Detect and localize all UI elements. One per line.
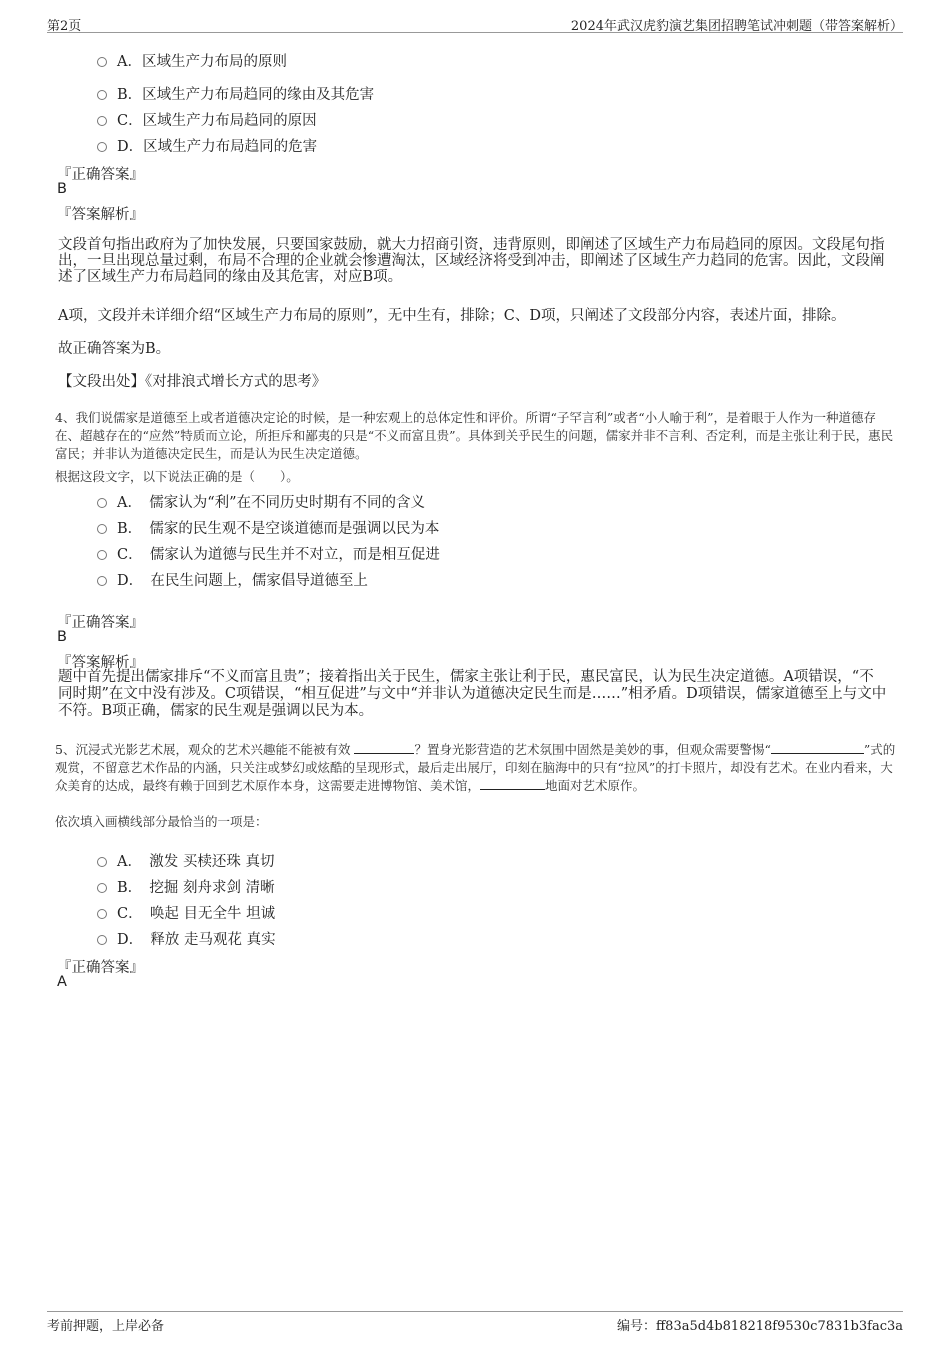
q4-answer-label: 『正确答案』 xyxy=(57,615,144,631)
radio-icon[interactable] xyxy=(97,576,107,586)
radio-icon[interactable] xyxy=(97,550,107,560)
q3-option-a[interactable]: A．区域生产力布局的原则 xyxy=(97,50,287,71)
page-header xyxy=(47,14,903,33)
radio-icon[interactable] xyxy=(97,57,107,67)
document-code: 编号：ff83a5d4b818218f9530c7831b3fac3a xyxy=(616,1319,903,1334)
q5-option-b[interactable]: B． 挖掘 刻舟求剑 清晰 xyxy=(97,876,275,897)
radio-icon[interactable] xyxy=(97,116,107,126)
q4-analysis: 题中首先提出儒家排斥“不义而富且贵”；接着指出关于民生，儒家主张让利于民，惠民富民，认为民生决定道德。A项错误，“不同时期”在文中没有涉及。C项错误，“相互促进”与文中“并非认为道德决定民生而是……”相矛盾。D项错误，儒家道德至上与文中不符。B项正确，儒家的民生观是强调以民为本。 xyxy=(58,669,887,719)
q5-option-a[interactable]: A． 激发 买椟还珠 真切 xyxy=(97,850,274,871)
q3-analysis-paragraph-3: 故正确答案为B。 xyxy=(58,341,171,357)
radio-icon[interactable] xyxy=(97,935,107,945)
q4-analysis-label: 『答案解析』 xyxy=(57,655,144,671)
radio-icon[interactable] xyxy=(97,142,107,152)
fill-blank-3[interactable] xyxy=(480,777,545,790)
footer-slogan: 考前押题，上岸必备 xyxy=(47,1319,165,1334)
fill-blank-2[interactable] xyxy=(771,741,864,754)
q5-answer-label: 『正确答案』 xyxy=(57,960,144,976)
q4-option-c[interactable]: C． 儒家认为道德与民生并不对立，而是相互促进 xyxy=(97,543,440,564)
q4-answer: B xyxy=(57,629,67,645)
q5-stem: 5、沉浸式光影艺术展，观众的艺术兴趣能不能被有效 ？置身光影营造的艺术氛围中固然是美妙的事，但观众需要警惕“ ”式的观赏，不留意艺术作品的内涵，只关注或梦幻或炫酷的呈现形式，最后走出展厅，印刻在脑海中的只有“拉风”的打卡照片，却没有艺术。在业内看来，大众美育的达成，最终有赖于回到艺术原作本身，这需要走进博物馆、美术馆， 地面对艺术原作。 xyxy=(55,742,896,793)
q3-answer-label: 『正确答案』 xyxy=(57,167,144,183)
radio-icon[interactable] xyxy=(97,909,107,919)
q3-answer: B xyxy=(57,181,67,197)
fill-blank-1[interactable] xyxy=(354,741,414,754)
q4-prompt: 根据这段文字，以下说法正确的是（ ）。 xyxy=(55,469,299,484)
q4-option-b[interactable]: B． 儒家的民生观不是空谈道德而是强调以民为本 xyxy=(97,517,439,538)
radio-icon[interactable] xyxy=(97,857,107,867)
radio-icon[interactable] xyxy=(97,90,107,100)
q4-stem: 4、我们说儒家是道德至上或者道德决定论的时候，是一种宏观上的总体定性和评价。所谓“子罕言利”或者“小人喻于利”，是着眼于人作为一种道德存在、超越存在的“应然”特质而立论，所拒斥和鄙夷的只是“不义而富且贵”。具体到关乎民生的问题，儒家并非不言利、否定利，而是主张让利于民，惠民富民；并非认为道德决定民生，而是认为民生决定道德。 xyxy=(55,410,894,461)
radio-icon[interactable] xyxy=(97,883,107,893)
document-title: 2024年武汉虎豹演艺集团招聘笔试冲刺题（带答案解析） xyxy=(570,19,903,34)
q3-source: 【文段出处】《对排浪式增长方式的思考》 xyxy=(58,374,327,390)
q5-option-d[interactable]: D． 释放 走马观花 真实 xyxy=(97,928,276,949)
q5-option-c[interactable]: C． 唤起 目无全牛 坦诚 xyxy=(97,902,275,923)
page-number: 第2页 xyxy=(47,19,82,34)
q5-answer: A xyxy=(57,974,67,990)
radio-icon[interactable] xyxy=(97,524,107,534)
q3-analysis-paragraph-1: 文段首句指出政府为了加快发展，只要国家鼓励，就大力招商引资，违背原则，即阐述了区域生产力布局趋同的原因。文段尾句指出，一旦出现总量过剩，布局不合理的企业就会惨遭淘汰，区域经济将受到冲击，即阐述了区域生产力趋同的危害。因此，文段阐述了区域生产力布局趋同的缘由及其危害，对应B项。 xyxy=(58,237,885,285)
page-footer xyxy=(47,1311,903,1332)
radio-icon[interactable] xyxy=(97,498,107,508)
q3-option-c[interactable]: C．区域生产力布局趋同的原因 xyxy=(97,109,317,130)
q4-option-d[interactable]: D． 在民生问题上，儒家倡导道德至上 xyxy=(97,569,368,590)
q3-option-d[interactable]: D．区域生产力布局趋同的危害 xyxy=(97,135,317,156)
q3-analysis-paragraph-2: A项，文段并未详细介绍“区域生产力布局的原则”，无中生有，排除；C、D项，只阐述了文段部分内容，表述片面，排除。 xyxy=(58,308,846,324)
q5-prompt: 依次填入画横线部分最恰当的一项是： xyxy=(55,814,268,829)
q3-analysis-label: 『答案解析』 xyxy=(57,207,144,223)
q4-option-a[interactable]: A． 儒家认为“利”在不同历史时期有不同的含义 xyxy=(97,491,425,512)
q3-option-b[interactable]: B．区域生产力布局趋同的缘由及其危害 xyxy=(97,83,374,104)
